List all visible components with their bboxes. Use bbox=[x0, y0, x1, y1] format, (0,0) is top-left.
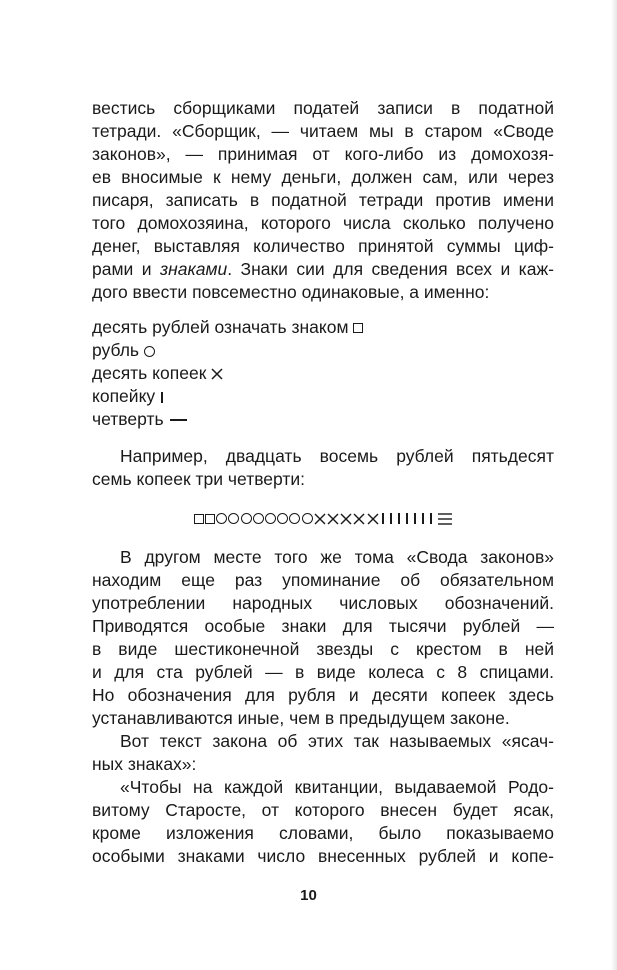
paragraph-law-quote bbox=[92, 776, 554, 868]
tally-cross-icon bbox=[367, 513, 379, 525]
text-line: особыми знаками число внесенных рублей и копе- bbox=[92, 846, 554, 866]
tally-bar-icon bbox=[414, 513, 416, 524]
text-line: того домохозяина, которого числа сколько получено bbox=[92, 213, 554, 233]
tally-circle-icon bbox=[277, 513, 288, 524]
text-line: ев вносимые к нему деньги, должен сам, или через bbox=[92, 167, 554, 187]
circle-icon bbox=[144, 346, 155, 357]
tally-cross-icon bbox=[314, 513, 326, 525]
page-edge-shadow bbox=[611, 0, 617, 970]
vertical-bar-icon bbox=[161, 392, 163, 403]
list-item bbox=[92, 339, 554, 362]
text-line: витому Старосте, от которого внесен будет ясак, bbox=[92, 800, 554, 820]
tally-bar-icon bbox=[398, 513, 400, 524]
paragraph-svod-zakonov bbox=[92, 546, 554, 730]
square-icon bbox=[353, 323, 363, 333]
text-line: Вот текст закона об этих так называемых «ясач- bbox=[120, 731, 554, 751]
text-line: в виде шестиконечной звезды с крестом в ней bbox=[92, 639, 554, 659]
horizontal-dash-icon bbox=[170, 419, 187, 421]
page-number: 10 bbox=[300, 887, 317, 904]
paragraph-tax-records bbox=[92, 97, 554, 304]
text-line: употреблении народных числовых обозначений. bbox=[92, 593, 554, 613]
tally-bar-icon bbox=[430, 513, 432, 524]
tally-square-icon bbox=[194, 514, 204, 524]
text-line: дого ввести повсеместно одинаковые, а именно: bbox=[92, 282, 490, 302]
tally-example bbox=[92, 507, 554, 530]
sign-label: четверть bbox=[92, 409, 164, 429]
tally-circle-icon bbox=[302, 513, 313, 524]
text-line: находим еще раз упоминание об обязательном bbox=[92, 570, 554, 590]
text-line: В другом месте того же тома «Свода законов» bbox=[120, 547, 554, 567]
sign-label: рубль bbox=[92, 340, 140, 360]
tally-bar-icon bbox=[390, 513, 392, 524]
tally-cross-icon bbox=[353, 513, 365, 525]
text-line: Приводятся особые знаки для тысячи рублей — bbox=[92, 616, 554, 636]
list-item bbox=[92, 316, 554, 339]
list-item bbox=[92, 362, 554, 385]
sign-label: десять рублей означать знаком bbox=[92, 317, 349, 337]
signs-list bbox=[92, 316, 554, 431]
text-fragment: . Знаки сии для сведения всех и каж- bbox=[227, 259, 554, 279]
tally-three-quarters-icon bbox=[438, 513, 452, 525]
text-line: «Чтобы на каждой квитанции, выдаваемой Родо- bbox=[120, 777, 554, 797]
sign-label: копейку bbox=[92, 386, 156, 406]
tally-circle-icon bbox=[253, 513, 264, 524]
tally-circle-icon bbox=[241, 513, 252, 524]
sign-label: десять копеек bbox=[92, 363, 207, 383]
text-line: писаря, записать в податной тетради против имени bbox=[92, 190, 554, 210]
tally-cross-icon bbox=[340, 513, 352, 525]
text-line: семь копеек три четверти: bbox=[92, 469, 306, 489]
tally-circle-icon bbox=[228, 513, 239, 524]
tally-square-icon bbox=[205, 514, 215, 524]
text-fragment: рами и bbox=[92, 259, 152, 279]
paragraph-yasak-intro bbox=[92, 730, 554, 776]
text-line: кроме изложения словами, было показываемо bbox=[92, 823, 554, 843]
paragraph-example bbox=[92, 445, 554, 491]
page-body bbox=[92, 97, 554, 868]
cross-icon bbox=[211, 368, 223, 380]
list-item bbox=[92, 385, 554, 408]
text-line: вестись сборщиками податей записи в податной bbox=[92, 98, 554, 118]
list-item bbox=[92, 408, 554, 431]
tally-cross-icon bbox=[327, 513, 339, 525]
tally-circle-icon bbox=[289, 513, 300, 524]
text-line: Например, двадцать восемь рублей пятьдесят bbox=[120, 446, 554, 466]
tally-bar-icon bbox=[382, 513, 384, 524]
italic-word: знаками bbox=[159, 259, 228, 279]
tally-circle-icon bbox=[216, 513, 227, 524]
text-line: тетради. «Сборщик, — читаем мы в старом «Своде bbox=[92, 121, 554, 141]
tally-bar-icon bbox=[406, 513, 408, 524]
text-line: и для ста рублей — в виде колеса с 8 спицами. bbox=[92, 662, 554, 682]
tally-circle-icon bbox=[265, 513, 276, 524]
text-line-with-italic bbox=[92, 258, 554, 281]
text-line: Но обозначения для рубля и десяти копеек здесь bbox=[92, 685, 554, 705]
text-line: ных знаках»: bbox=[92, 754, 197, 774]
text-line: законов», — принимая от кого-либо из домохозя- bbox=[92, 144, 554, 164]
tally-bar-icon bbox=[422, 513, 424, 524]
text-line: денег, выставляя количество принятой суммы циф- bbox=[92, 236, 554, 256]
text-line: устанавливаются иные, чем в предыдущем законе. bbox=[92, 708, 510, 728]
